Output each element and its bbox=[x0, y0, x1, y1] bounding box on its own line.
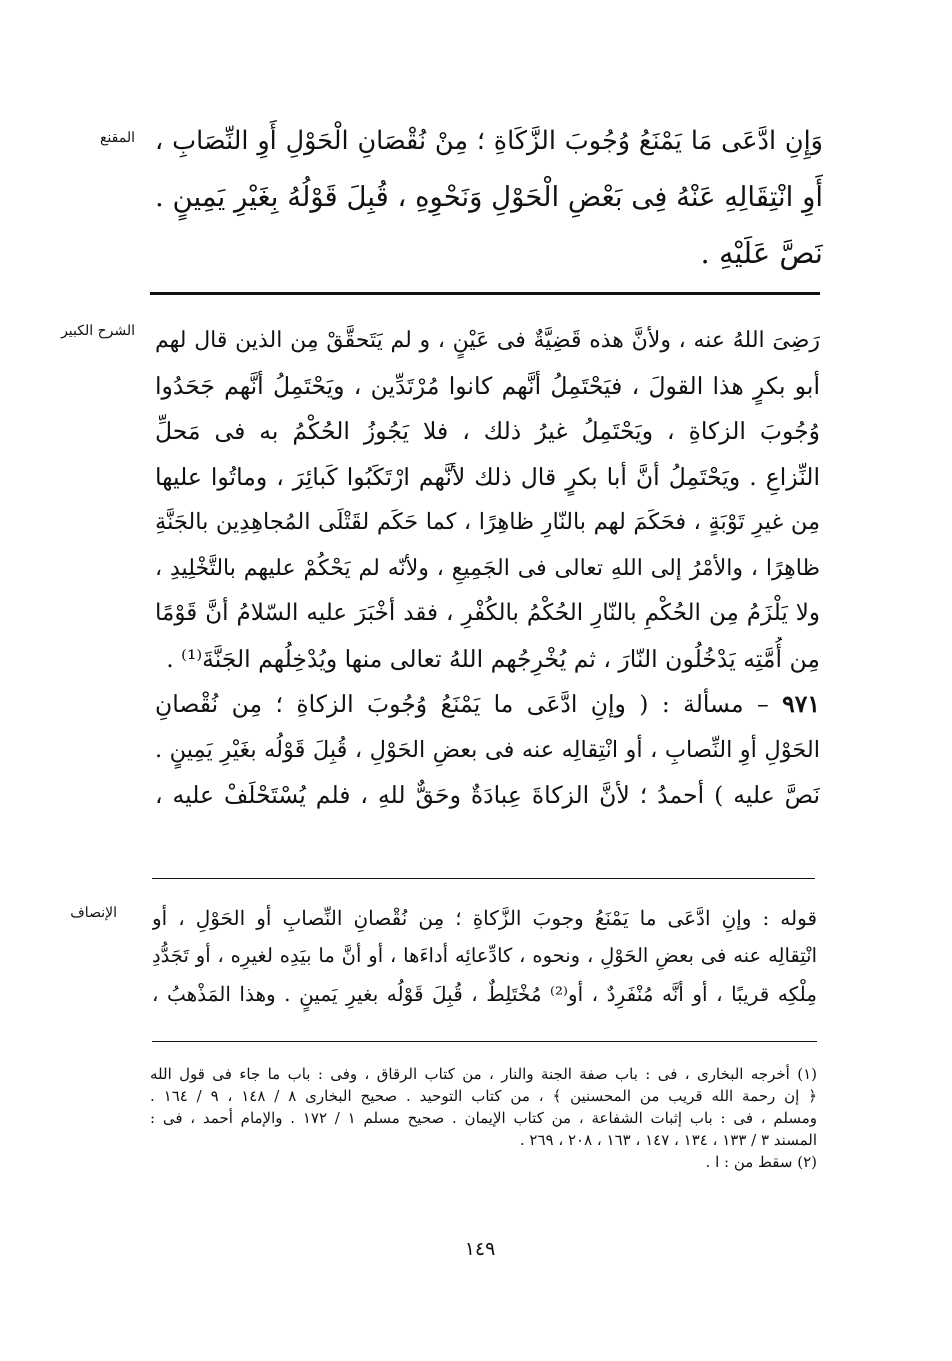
footnote-line: ومسلم ، فى : باب إثبات الشفاعة ، من كتاب الإيمان . صحيح مسلم ١ / ١٧٢ . والإمام أحمد ، فى : bbox=[150, 1109, 817, 1127]
footnote-line: (٢) سقط من : ا . bbox=[705, 1153, 817, 1171]
muqni-line: وَإِنِ ادَّعَى مَا يَمْنَعُ وُجُوبَ الزَّكَاةِ ؛ مِنْ نُقْصَانِ الْحَوْلِ أَوِ النِّصَابِ ، bbox=[155, 126, 823, 156]
masala-first-line: – مسألة : ( وإنِ ادَّعَى ما يَمْنَعُ وُجُوبَ الزكاةِ ؛ مِن نُقْصانِ bbox=[155, 690, 769, 718]
sharh-line: النِّزاعِ . ويَحْتَمِلُ أنَّ أبا بكرٍ قال ذلك لأنَّهم ارْتَكَبُوا كَبائِرَ ، وماتُوا عليها bbox=[155, 462, 820, 491]
section-label-insaf: الإنصاف bbox=[70, 905, 117, 921]
sharh-line: ولا يَلْزَمُ مِن الحُكْمِ بالنّارِ الحُكْمُ بالكُفْرِ ، فقد أخْبَرَ عليه السّلامُ أنَّ قَوْمًا bbox=[155, 600, 820, 626]
footnote-line: (١) أخرجه البخارى ، فى : باب صفة الجنة والنار ، من كتاب الرقاق ، وفى : باب ما جاء فى قول الله bbox=[150, 1065, 817, 1083]
section-divider bbox=[150, 292, 820, 295]
sharh-line: ظاهِرًا ، والأمْرُ إلى اللهِ تعالى فى الجَمِيعِ ، ولأنّه لم يَحْكُمْ عليهم بالتَّخْلِيدِ ، bbox=[155, 555, 820, 581]
muqni-text bbox=[155, 113, 823, 281]
sharh-line: وُجُوبَ الزكاةِ ، ويَحْتَمِلُ غيرُ ذلك ، فلا يَجُوزُ الحُكْمُ به فى مَحلِّ bbox=[155, 417, 820, 445]
sharh-line: رَضِىَ اللهُ عنه ، ولأنَّ هذه قَضِيَّةٌ فى عَيْنٍ ، و لم يَتَحقَّقْ مِن الذين قال لهم bbox=[155, 328, 820, 353]
section-label-muqni: المقنع bbox=[99, 130, 135, 146]
sharh-line: مِن غيرِ تَوْبَةٍ ، فحَكَمَ لهم بالنّارِ ظاهِرًا ، كما حَكَم لقَتْلَى المُجاهِدِين بالجَنَّةِ bbox=[155, 509, 820, 535]
insaf-text bbox=[152, 899, 817, 1013]
sharh-line: مِن أُمَّتِه يَدْخُلُون النّارَ ، ثم يُخْرِجُهم اللهُ تعالى منها ويُدْخِلُهم الجَنَّةَ⁽¹⁾ . bbox=[166, 644, 820, 673]
footnote-line: ﴿ إن رحمة الله قريب من المحسنين ﴾ ، من كتاب التوحيد . صحيح البخارى ٨ / ١٤٨ ، ٩ / ١٦٤ . bbox=[150, 1087, 817, 1105]
section-label-sharh: الشرح الكبير bbox=[61, 323, 135, 339]
masala-heading-line bbox=[155, 682, 820, 728]
page-number: ١٤٩ bbox=[464, 1238, 496, 1260]
masala-number: ٩٧١ bbox=[782, 690, 820, 718]
sharh-line: أبو بكرٍ هذا القولَ ، فيَحْتَمِلُ أنَّهم كانوا مُرْتَدِّين ، ويَحْتَمِلُ أنَّهم جَحَدُوا bbox=[155, 371, 820, 400]
section-divider bbox=[152, 878, 815, 879]
footnote-divider bbox=[152, 1041, 817, 1042]
footnote-line: المسند ٣ / ١٣٣ ، ١٣٤ ، ١٤٧ ، ١٦٣ ، ٢٠٨ ، ٢٦٩ . bbox=[519, 1131, 817, 1149]
masala-line: نَصَّ عليه ) أحمدُ ؛ لأنَّ الزكاةَ عِبادَةٌ وحَقٌّ للهِ ، فلم يُسْتَحْلَفْ عليه ، bbox=[155, 781, 820, 809]
insaf-line: انْتِقالِه عنه فى بعضِ الحَوْلِ ، ونحوه ، كادِّعائِه أداءَها ، أو أنَّ ما بيَدِه لغيرِه ، أو تَجَدُّدِ bbox=[152, 944, 817, 967]
muqni-line: أَوِ انْتِقَالِهِ عَنْهُ فِى بَعْضِ الْحَوْلِ وَنَحْوِهِ ، قُبِلَ قَوْلُهُ بِغَيْرِ يَمِينٍ . bbox=[155, 181, 823, 213]
muqni-line: نَصَّ عَلَيْهِ . bbox=[700, 236, 823, 270]
masala-line: الحَوْلِ أوِ النِّصابِ ، أو انْتِقالِه عنه فى بعضِ الحَوْلِ ، قُبِلَ قَوْلُه بغَيْرِ يَمِينٍ . bbox=[155, 736, 820, 763]
footnotes bbox=[150, 1063, 817, 1173]
insaf-line: مِلْكِه قريبًا ، أو أنَّه مُنْفَرِدٌ ، أو⁽²⁾ مُخْتَلِطٌ ، قُبِلَ قَوْلُه بغيرِ يَمينٍ . وهذا المَذْهبُ ، bbox=[152, 982, 817, 1006]
sharh-text bbox=[155, 318, 820, 819]
insaf-line: قوله : وإنِ ادَّعَى ما يَمْنَعُ وجوبَ الزَّكاةِ ؛ مِن نُقْصانِ النِّصابِ أو الحَوْلِ ، أو bbox=[152, 906, 817, 930]
